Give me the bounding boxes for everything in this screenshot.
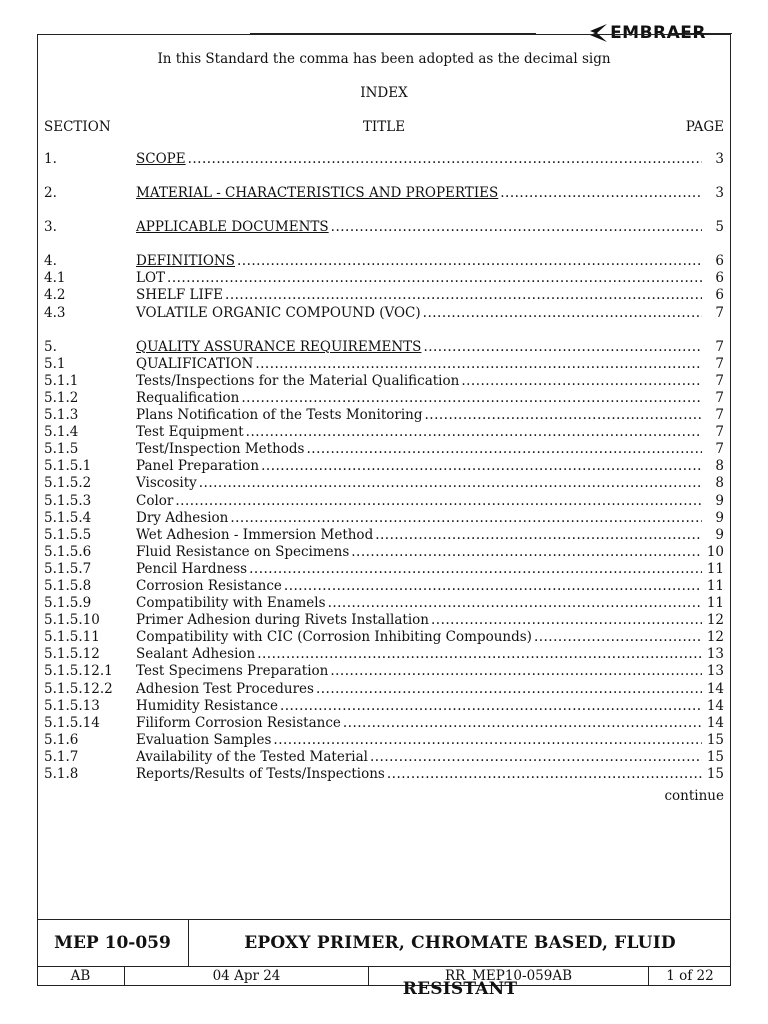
toc-leader-dots [255, 356, 702, 373]
toc-leader-dots [257, 646, 702, 663]
toc-leader-dots [328, 595, 702, 612]
toc-leader-dots [423, 339, 702, 356]
toc-entry [136, 646, 724, 663]
toc-title: Compatibility with Enamels [136, 595, 326, 612]
toc-title: Adhesion Test Procedures [136, 680, 314, 697]
toc-page-number: 11 [706, 577, 724, 594]
toc-title: Primer Adhesion during Rivets Installation [136, 612, 429, 629]
toc-row[interactable] [44, 287, 724, 304]
toc-leader-dots [500, 185, 702, 202]
toc-section-number: 5.1.8 [44, 766, 79, 782]
toc-section-number: 4. [44, 253, 57, 270]
toc-title: LOT [136, 270, 166, 287]
toc-title: QUALIFICATION [136, 355, 254, 372]
toc-title: Test/Inspection Methods [136, 441, 305, 458]
toc-row[interactable] [44, 681, 724, 698]
toc-section-number: 5.1.5 [44, 441, 79, 458]
toc-entry [136, 663, 724, 680]
toc-title: Tests/Inspections for the Material Qualification [136, 372, 460, 389]
toc-row[interactable] [44, 424, 724, 441]
toc-section-number: 3. [44, 219, 57, 236]
toc-entry [136, 715, 724, 732]
toc-page-number: 7 [715, 355, 724, 372]
toc-page-number: 3 [715, 185, 724, 202]
toc-leader-dots [331, 219, 702, 236]
toc-section-number: 5.1.5.2 [44, 475, 92, 492]
toc-title: SCOPE [136, 151, 186, 167]
toc-page-number: 15 [706, 766, 724, 782]
toc-title: MATERIAL - CHARACTERISTICS AND PROPERTIES [136, 185, 499, 202]
toc-title: Dry Adhesion [136, 509, 229, 526]
toc-section-number: 5.1.5.13 [44, 697, 100, 714]
footer-info-row [37, 966, 731, 986]
toc-row[interactable] [44, 749, 724, 766]
toc-row[interactable] [44, 766, 724, 783]
toc-entry [136, 766, 724, 783]
toc-row[interactable] [44, 407, 724, 424]
toc-entry [136, 287, 724, 304]
toc-section-number: 4.1 [44, 270, 66, 287]
toc-entry [136, 373, 724, 390]
toc-row[interactable] [44, 373, 724, 390]
toc-row[interactable] [44, 475, 724, 492]
toc-title: Wet Adhesion - Immersion Method [136, 526, 374, 543]
toc-page-number: 8 [715, 458, 724, 475]
toc-row[interactable] [44, 441, 724, 458]
toc-page-number: 14 [706, 714, 724, 731]
toc-entry [136, 151, 724, 168]
toc-row[interactable] [44, 219, 724, 236]
toc-entry [136, 493, 724, 510]
toc-title: SHELF LIFE [136, 287, 224, 304]
toc-entry [136, 339, 724, 356]
toc-row[interactable] [44, 305, 724, 322]
toc-leader-dots [230, 510, 702, 527]
toc-title: Panel Preparation [136, 458, 260, 475]
toc-leader-dots [343, 715, 702, 732]
toc-section-number: 5.1 [44, 355, 66, 372]
toc-title: Reports/Results of Tests/Inspections [136, 766, 385, 782]
toc-section-number: 5.1.5.12 [44, 646, 100, 663]
toc-page-number: 7 [715, 407, 724, 424]
toc-page-number: 12 [706, 629, 724, 646]
toc-page-number: 15 [706, 731, 724, 748]
toc-row[interactable] [44, 663, 724, 680]
toc-entry [136, 356, 724, 373]
toc-section-number: 5.1.3 [44, 407, 79, 424]
toc-row[interactable] [44, 151, 724, 168]
toc-section-number: 5.1.5.4 [44, 509, 92, 526]
document-code: MEP 10-059 [37, 920, 189, 966]
toc-row[interactable] [44, 629, 724, 646]
toc-entry [136, 732, 724, 749]
toc-title: Evaluation Samples [136, 731, 272, 748]
toc-row[interactable] [44, 595, 724, 612]
toc-section-number: 5.1.5.5 [44, 526, 92, 543]
toc-entry [136, 698, 724, 715]
toc-row[interactable] [44, 561, 724, 578]
toc-page-number: 9 [715, 492, 724, 509]
toc-title: QUALITY ASSURANCE REQUIREMENTS [136, 338, 422, 355]
toc-section-number: 5.1.5.10 [44, 612, 100, 629]
logo-text: EMBRAER [610, 23, 706, 43]
toc-page-number: 11 [706, 595, 724, 612]
toc-page-number: 7 [715, 389, 724, 406]
toc-leader-dots [199, 475, 702, 492]
toc-title: Pencil Hardness [136, 560, 248, 577]
toc-title: APPLICABLE DOCUMENTS [136, 219, 329, 236]
toc-entry [136, 305, 724, 322]
toc-section-number: 5.1.5.8 [44, 577, 92, 594]
toc-section-number: 4.3 [44, 304, 66, 321]
toc-row[interactable] [44, 646, 724, 663]
toc-title: Plans Notification of the Tests Monitoring [136, 407, 423, 424]
toc-leader-dots [237, 253, 702, 270]
toc-section-number: 5.1.1 [44, 372, 79, 389]
toc-page-number: 14 [706, 680, 724, 697]
toc-page-number: 11 [706, 560, 724, 577]
toc-row[interactable] [44, 510, 724, 527]
document-title: EPOXY PRIMER, CHROMATE BASED, FLUID RESISTANT [244, 933, 676, 999]
toc-title: Corrosion Resistance [136, 577, 282, 594]
toc-leader-dots [241, 390, 702, 407]
toc-row[interactable] [44, 390, 724, 407]
toc-page-number: 6 [715, 287, 724, 304]
toc-entry [136, 544, 724, 561]
toc-leader-dots [330, 663, 702, 680]
toc-page-number: 7 [715, 441, 724, 458]
toc-row[interactable] [44, 493, 724, 510]
toc-leader-dots [423, 305, 702, 322]
toc-entry [136, 185, 724, 202]
revision: AB [37, 967, 125, 986]
toc-entry [136, 219, 724, 236]
toc-leader-dots [261, 458, 702, 475]
toc-leader-dots [461, 373, 702, 390]
toc-page-number: 5 [715, 219, 724, 236]
toc-title: Test Specimens Preparation [136, 663, 329, 680]
toc-section-number: 5.1.5.6 [44, 543, 92, 560]
toc-leader-dots [188, 151, 702, 168]
toc-page-number: 9 [715, 509, 724, 526]
toc-title: Color [136, 492, 174, 509]
toc-section-number: 5.1.5.3 [44, 492, 92, 509]
column-headers [44, 119, 724, 137]
toc-page-number: 12 [706, 612, 724, 629]
toc-entry [136, 510, 724, 527]
toc-entry [136, 390, 724, 407]
toc-title: Test Equipment [136, 424, 244, 441]
toc-section-number: 5.1.5.9 [44, 595, 92, 612]
toc-section-number: 5.1.5.14 [44, 714, 100, 731]
toc-section-number: 2. [44, 185, 57, 202]
toc-section-number: 4.2 [44, 287, 66, 304]
toc-section-number: 5.1.5.11 [44, 629, 100, 646]
table-of-contents [44, 151, 724, 783]
toc-leader-dots [370, 749, 702, 766]
toc-title: VOLATILE ORGANIC COMPOUND (VOC) [136, 304, 421, 321]
toc-section-number: 5. [44, 338, 57, 355]
toc-leader-dots [351, 544, 702, 561]
toc-row[interactable] [44, 544, 724, 561]
toc-page-number: 8 [715, 475, 724, 492]
page-number: 1 of 22 [666, 968, 714, 984]
toc-page-number: 7 [715, 424, 724, 441]
toc-title: DEFINITIONS [136, 253, 235, 270]
toc-leader-dots [249, 561, 702, 578]
toc-page-number: 13 [706, 646, 724, 663]
toc-row[interactable] [44, 698, 724, 715]
toc-section-number: 5.1.5.12.1 [44, 663, 113, 680]
document-reference: RR_MEP10-059AB [369, 967, 649, 986]
toc-page-number: 14 [706, 697, 724, 714]
toc-entry [136, 253, 724, 270]
toc-leader-dots [225, 287, 702, 304]
toc-section-number: 5.1.4 [44, 424, 79, 441]
toc-title: Humidity Resistance [136, 697, 278, 714]
toc-page-number: 3 [715, 151, 724, 167]
toc-leader-dots [534, 629, 702, 646]
toc-row[interactable] [44, 185, 724, 202]
toc-page-number: 7 [715, 338, 724, 355]
toc-entry [136, 441, 724, 458]
toc-title: Compatibility with CIC (Corrosion Inhibiting Compounds) [136, 629, 532, 646]
column-header-page: PAGE [685, 119, 724, 135]
toc-title: Viscosity [136, 475, 197, 492]
toc-row[interactable] [44, 458, 724, 475]
column-header-section: SECTION [44, 119, 111, 135]
toc-leader-dots [175, 493, 702, 510]
toc-title: Requalification [136, 389, 240, 406]
decimal-sign-notice: In this Standard the comma has been adopted as the decimal sign [157, 51, 611, 67]
toc-page-number: 15 [706, 748, 724, 765]
toc-section-number: 5.1.7 [44, 748, 79, 765]
toc-leader-dots [306, 441, 702, 458]
toc-page-number: 7 [715, 372, 724, 389]
toc-entry [136, 681, 724, 698]
toc-page-number: 10 [706, 543, 724, 560]
toc-entry [136, 612, 724, 629]
toc-entry [136, 527, 724, 544]
toc-section-number: 5.1.2 [44, 389, 79, 406]
toc-entry [136, 578, 724, 595]
toc-section-number: 5.1.5.1 [44, 458, 92, 475]
toc-page-number: 7 [715, 304, 724, 321]
toc-title: Filiform Corrosion Resistance [136, 714, 341, 731]
toc-row[interactable] [44, 527, 724, 544]
toc-section-number: 5.1.6 [44, 731, 79, 748]
toc-leader-dots [375, 527, 702, 544]
toc-entry [136, 270, 724, 287]
index-title: INDEX [360, 85, 408, 101]
column-header-title: TITLE [362, 119, 406, 135]
toc-page-number: 6 [715, 270, 724, 287]
toc-row[interactable] [44, 612, 724, 629]
toc-entry [136, 458, 724, 475]
toc-entry [136, 595, 724, 612]
toc-section-number: 1. [44, 151, 57, 167]
toc-row[interactable] [44, 339, 724, 356]
toc-leader-dots [387, 766, 702, 783]
toc-page-number: 13 [706, 663, 724, 680]
toc-row[interactable] [44, 270, 724, 287]
toc-leader-dots [273, 732, 702, 749]
toc-title: Availability of the Tested Material [136, 748, 368, 765]
toc-entry [136, 475, 724, 492]
issue-date: 04 Apr 24 [125, 967, 369, 986]
toc-page-number: 9 [715, 526, 724, 543]
toc-section-number: 5.1.5.12.2 [44, 680, 113, 697]
toc-leader-dots [167, 270, 702, 287]
toc-row[interactable] [44, 732, 724, 749]
toc-entry [136, 407, 724, 424]
toc-leader-dots [246, 424, 702, 441]
toc-row[interactable] [44, 253, 724, 270]
toc-leader-dots [431, 612, 702, 629]
toc-entry [136, 561, 724, 578]
toc-page-number: 6 [715, 253, 724, 270]
toc-section-number: 5.1.5.7 [44, 560, 92, 577]
toc-leader-dots [424, 407, 702, 424]
toc-leader-dots [284, 578, 702, 595]
toc-entry [136, 749, 724, 766]
toc-row[interactable] [44, 356, 724, 373]
toc-row[interactable] [44, 715, 724, 732]
toc-title: Fluid Resistance on Specimens [136, 543, 350, 560]
toc-entry [136, 629, 724, 646]
toc-row[interactable] [44, 578, 724, 595]
toc-leader-dots [280, 698, 702, 715]
toc-entry [136, 424, 724, 441]
toc-leader-dots [316, 681, 702, 698]
toc-title: Sealant Adhesion [136, 646, 256, 663]
continue-label: continue [664, 788, 724, 804]
